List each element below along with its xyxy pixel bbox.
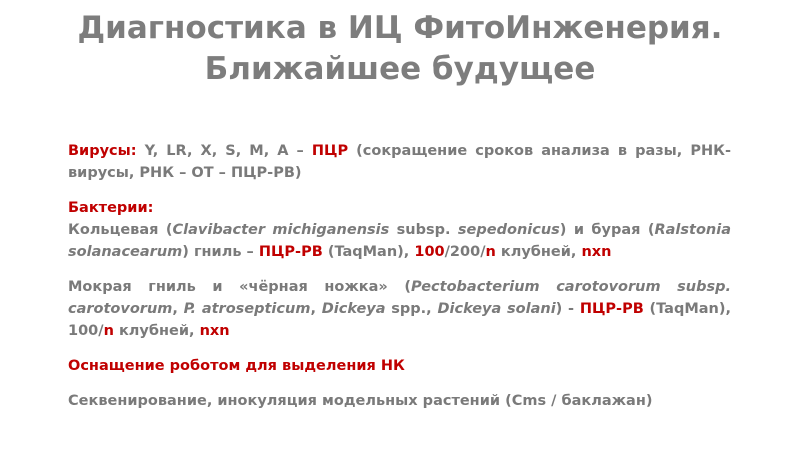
ring-rot-text-3: subsp. — [389, 222, 458, 238]
robot-paragraph: Оснащение роботом для выделения НК — [68, 358, 405, 374]
soft-rot-nxn: nxn — [199, 323, 230, 339]
soft-rot-species-3: Dickeya solani — [437, 301, 556, 317]
ring-rot-text-5: ) и бурая ( — [559, 222, 655, 238]
ring-rot-count-100: 100 — [414, 244, 445, 260]
soft-rot-text-10: (TaqMan), 100/ — [68, 301, 732, 339]
viruses-label: Вирусы: — [68, 143, 137, 159]
title-line-1: Диагностика в ИЦ ФитоИнженерия. — [77, 10, 723, 46]
soft-rot-method: ПЦР-РВ — [579, 301, 644, 317]
ring-rot-species-2: Ralstonia solanacearum — [68, 222, 732, 260]
ring-rot-text-1: Кольцевая ( — [68, 222, 173, 238]
soft-rot-genus: Dickeya — [321, 301, 386, 317]
ring-rot-species-1: Clavibacter michiganensis — [172, 222, 390, 238]
ring-rot-n: n — [485, 244, 496, 260]
soft-rot-text-3: , — [172, 301, 184, 317]
ring-rot-text-10: клубней, — [495, 244, 582, 260]
soft-rot-species-1: Pectobacterium carotovorum subsp. carotovorum — [68, 279, 732, 317]
soft-rot-text-9: ) - — [555, 301, 580, 317]
viruses-list: Y, LR, X, S, M, A – — [136, 143, 312, 159]
title-line-2: Ближайшее будущее — [204, 51, 596, 87]
viruses-method: ПЦР — [311, 143, 349, 159]
viruses-note: (сокращение сроков анализа в разы, РНК-вирусы, РНК – ОТ – ПЦР-РВ) — [68, 143, 731, 181]
soft-rot-text-11: клубней, — [113, 323, 200, 339]
ring-rot-text-9: /200/ — [444, 244, 486, 260]
bacteria-label: Бактерии: — [68, 200, 154, 216]
soft-rot-species-2: P. atrosepticum — [183, 301, 311, 317]
ring-rot-subspecies: sepedonicus — [457, 222, 560, 238]
soft-rot-paragraph — [68, 276, 731, 342]
ring-rot-text-7: ) гниль – — [182, 244, 259, 260]
soft-rot-text-1: Мокрая гниль и «чёрная ножка» ( — [68, 279, 411, 295]
ring-rot-text-8: (TaqMan), — [322, 244, 415, 260]
ring-rot-method: ПЦР-РВ — [258, 244, 323, 260]
soft-rot-text-7: spp., — [385, 301, 438, 317]
ring-rot-nxn: nxn — [581, 244, 612, 260]
bacteria-paragraph — [68, 197, 731, 263]
soft-rot-n: n — [103, 323, 114, 339]
sequencing-paragraph: Секвенирование, инокуляция модельных растений (Cms / баклажан) — [68, 393, 653, 409]
soft-rot-text-5: , — [310, 301, 322, 317]
slide-title — [0, 8, 800, 90]
slide-body — [68, 140, 731, 425]
viruses-paragraph — [68, 140, 731, 184]
